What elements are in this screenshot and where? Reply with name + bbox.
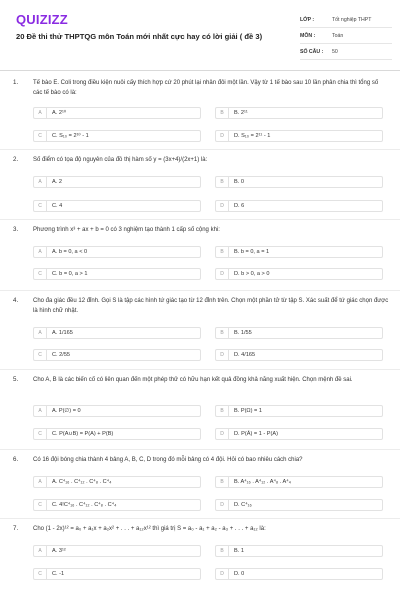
option-d[interactable] bbox=[215, 568, 383, 580]
option-text: D. 4/165 bbox=[234, 352, 256, 358]
option-c[interactable] bbox=[33, 568, 201, 580]
option-c[interactable] bbox=[33, 349, 201, 361]
option-a[interactable] bbox=[33, 107, 201, 119]
option-letter: D bbox=[216, 269, 229, 279]
meta-table bbox=[300, 12, 392, 60]
option-letter: C bbox=[34, 500, 47, 510]
question-divider bbox=[0, 290, 400, 291]
question-number: 1. bbox=[13, 79, 19, 86]
option-b[interactable] bbox=[215, 405, 383, 417]
option-letter: C bbox=[34, 569, 47, 579]
option-b[interactable] bbox=[215, 545, 383, 557]
option-text: D. 6 bbox=[234, 203, 245, 209]
option-text: B. A⁴₁₆ . A⁴₁₂ . A⁴₈ . A⁴₄ bbox=[234, 479, 291, 485]
option-letter: A bbox=[34, 247, 47, 257]
option-a[interactable] bbox=[33, 476, 201, 488]
option-letter: C bbox=[34, 201, 47, 211]
option-a[interactable] bbox=[33, 327, 201, 339]
option-letter: B bbox=[216, 546, 229, 556]
option-letter: D bbox=[216, 429, 229, 439]
option-text: A. 2¹⁰ bbox=[52, 110, 67, 116]
option-text: D. b > 0, a > 0 bbox=[234, 271, 270, 277]
option-letter: A bbox=[34, 108, 47, 118]
option-text: B. b = 0, a = 1 bbox=[234, 249, 270, 255]
meta-value: 50 bbox=[332, 48, 338, 55]
option-d[interactable] bbox=[215, 200, 383, 212]
option-text: B. 0 bbox=[234, 179, 244, 185]
option-letter: B bbox=[216, 247, 229, 257]
question-number: 6. bbox=[13, 456, 19, 463]
option-letter: B bbox=[216, 406, 229, 416]
option-text: B. 2¹¹ bbox=[234, 110, 248, 116]
option-letter: B bbox=[216, 177, 229, 187]
option-a[interactable] bbox=[33, 405, 201, 417]
option-a[interactable] bbox=[33, 246, 201, 258]
question-divider bbox=[0, 449, 400, 450]
option-text: A. 3¹² bbox=[52, 548, 66, 554]
option-text: D. P(Ā) = 1 - P(A) bbox=[234, 431, 278, 437]
option-letter: D bbox=[216, 350, 229, 360]
option-b[interactable] bbox=[215, 176, 383, 188]
option-c[interactable] bbox=[33, 200, 201, 212]
option-text: D. 0 bbox=[234, 571, 245, 577]
option-c[interactable] bbox=[33, 130, 201, 142]
question-number: 5. bbox=[13, 376, 19, 383]
option-letter: A bbox=[34, 328, 47, 338]
option-letter: C bbox=[34, 429, 47, 439]
meta-key: LỚP : bbox=[300, 16, 315, 23]
option-letter: C bbox=[34, 350, 47, 360]
quizizz-logo: QUIZIZZ bbox=[16, 12, 68, 27]
option-letter: A bbox=[34, 477, 47, 487]
meta-row-subject bbox=[300, 28, 392, 44]
option-text: A. 1/165 bbox=[52, 330, 73, 336]
option-letter: C bbox=[34, 269, 47, 279]
option-text: C. 4 bbox=[52, 203, 63, 209]
question-number: 2. bbox=[13, 156, 19, 163]
question-number: 3. bbox=[13, 226, 19, 233]
option-b[interactable] bbox=[215, 327, 383, 339]
option-c[interactable] bbox=[33, 428, 201, 440]
meta-key: SỐ CÂU : bbox=[300, 48, 324, 55]
document-title: 20 Đề thi thử THPTQG môn Toán mới nhất cực hay có lời giải ( đề 3) bbox=[16, 32, 263, 41]
question-text: Tế bào E. Coli trong điều kiện nuôi cấy thích hợp cứ 20 phút lại nhân đôi một lần. Vậy từ 1 tế bào sau 10 lần phân chia thì tổng số các tế bào có là: bbox=[33, 80, 379, 96]
option-letter: B bbox=[216, 108, 229, 118]
option-text: B. 1 bbox=[234, 548, 244, 554]
option-letter: D bbox=[216, 201, 229, 211]
meta-row-count bbox=[300, 44, 392, 60]
option-letter: A bbox=[34, 406, 47, 416]
option-text: B. P(Ω) = 1 bbox=[234, 408, 262, 414]
option-text: C. S₁₀ = 2¹⁰ - 1 bbox=[52, 133, 89, 139]
option-text: D. S₁₀ = 2¹¹ - 1 bbox=[234, 133, 271, 139]
option-b[interactable] bbox=[215, 107, 383, 119]
question-divider bbox=[0, 219, 400, 220]
option-d[interactable] bbox=[215, 428, 383, 440]
option-text: A. C⁴₁₆ . C⁴₁₂ . C⁴₈ . C⁴₄ bbox=[52, 479, 112, 485]
option-text: C. 2/55 bbox=[52, 352, 71, 358]
option-d[interactable] bbox=[215, 499, 383, 511]
option-a[interactable] bbox=[33, 176, 201, 188]
option-text: A. b = 0, a < 0 bbox=[52, 249, 88, 255]
option-letter: D bbox=[216, 569, 229, 579]
question-divider bbox=[0, 369, 400, 370]
meta-key: MÔN : bbox=[300, 32, 316, 39]
question-number: 4. bbox=[13, 297, 19, 304]
option-letter: A bbox=[34, 177, 47, 187]
question-number: 7. bbox=[13, 525, 19, 532]
option-text: C. P(A∪B) = P(A) + P(B) bbox=[52, 431, 114, 437]
meta-row-class bbox=[300, 12, 392, 28]
question-text: Có 16 đội bóng chia thành 4 bảng A, B, C, D trong đó mỗi bảng có 4 đội. Hỏi có bao nhiêu cách chia? bbox=[33, 457, 303, 463]
option-c[interactable] bbox=[33, 499, 201, 511]
header-divider bbox=[0, 70, 400, 71]
option-d[interactable] bbox=[215, 130, 383, 142]
option-text: C. b = 0, a > 1 bbox=[52, 271, 88, 277]
option-a[interactable] bbox=[33, 545, 201, 557]
question-divider bbox=[0, 518, 400, 519]
option-d[interactable] bbox=[215, 349, 383, 361]
option-letter: B bbox=[216, 328, 229, 338]
option-text: D. C⁴₁₆ bbox=[234, 502, 252, 508]
option-text: C. 4!C⁴₁₆ . C⁴₁₂ . C⁴₈ . C⁴₄ bbox=[52, 502, 117, 508]
option-letter: D bbox=[216, 500, 229, 510]
question-divider bbox=[0, 149, 400, 150]
option-d[interactable] bbox=[215, 268, 383, 280]
meta-value: Tốt nghiệp THPT bbox=[332, 16, 372, 23]
option-letter: D bbox=[216, 131, 229, 141]
option-text: A. 2 bbox=[52, 179, 62, 185]
question-text: Cho (1 - 2x)¹² = a₀ + a₁x + a₂x² + . . . + a₁₂x¹² thì giá trị S = a₀ - a₁ + a₂ - a₃ + . . . + a₁₂ là: bbox=[33, 526, 266, 532]
question-text: Số điểm có tọa độ nguyên của đồ thị hàm số y = (3x+4)/(2x+1) là: bbox=[33, 157, 208, 163]
option-text: B. 1/55 bbox=[234, 330, 252, 336]
option-b[interactable] bbox=[215, 246, 383, 258]
option-text: C. -1 bbox=[52, 571, 65, 577]
question-text: Cho đa giác đều 12 đỉnh. Gọi S là tập các hình tứ giác tạo từ 12 đỉnh trên. Chọn một phần tử từ tập S. Xác suất để tứ giác chọn được là hình chữ nhật. bbox=[33, 298, 389, 314]
option-letter: C bbox=[34, 131, 47, 141]
question-text: Cho A, B là các biến cố có liên quan đến một phép thử có hữu hạn kết quả đồng khả năng xuất hiện. Chọn mệnh đề sai. bbox=[33, 377, 353, 383]
meta-value: Toán bbox=[332, 32, 344, 39]
option-c[interactable] bbox=[33, 268, 201, 280]
option-letter: A bbox=[34, 546, 47, 556]
document-header bbox=[0, 0, 400, 70]
option-text: A. P(∅) = 0 bbox=[52, 408, 81, 414]
option-b[interactable] bbox=[215, 476, 383, 488]
question-text: Phương trình x³ + ax + b = 0 có 3 nghiệm tạo thành 1 cấp số cộng khi: bbox=[33, 227, 220, 233]
option-letter: B bbox=[216, 477, 229, 487]
